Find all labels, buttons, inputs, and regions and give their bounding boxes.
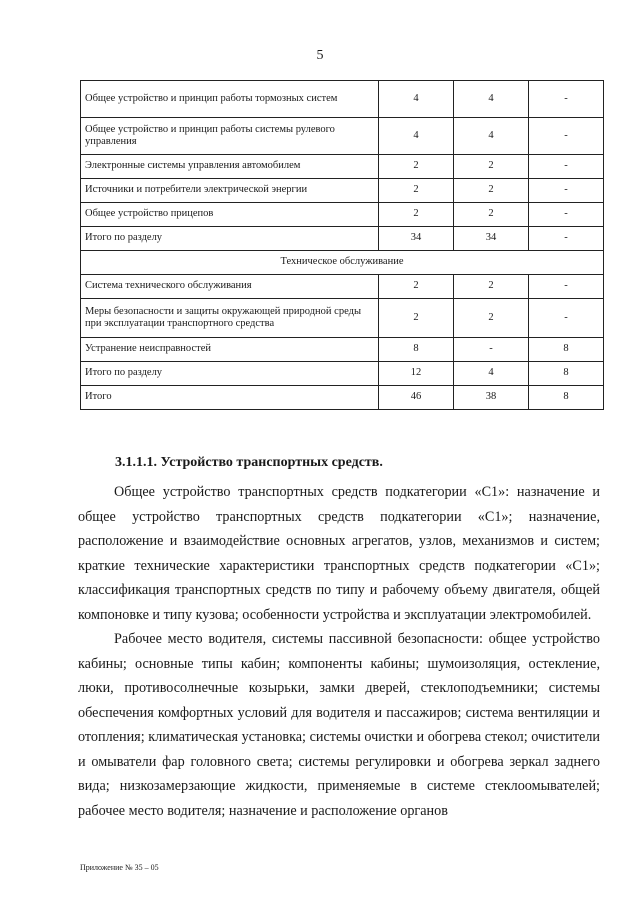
table-row	[81, 299, 604, 338]
hours-practice-cell: -	[529, 179, 604, 203]
table-row	[81, 386, 604, 410]
topic-cell: Итого по разделу	[81, 227, 379, 251]
table-row	[81, 275, 604, 299]
table-section-row	[81, 251, 604, 275]
hours-theory-cell: 2	[454, 203, 529, 227]
topic-cell: Электронные системы управления автомобилем	[81, 155, 379, 179]
hours-total-cell: 46	[379, 386, 454, 410]
hours-total-cell: 2	[379, 299, 454, 338]
topic-cell: Общее устройство и принцип работы тормозных систем	[81, 81, 379, 118]
topic-cell: Устранение неисправностей	[81, 338, 379, 362]
curriculum-table	[80, 80, 604, 410]
hours-practice-cell: -	[529, 81, 604, 118]
hours-practice-cell: -	[529, 155, 604, 179]
hours-total-cell: 4	[379, 118, 454, 155]
hours-practice-cell: 8	[529, 338, 604, 362]
table-body	[81, 81, 604, 410]
hours-total-cell: 2	[379, 155, 454, 179]
hours-theory-cell: 4	[454, 81, 529, 118]
hours-total-cell: 34	[379, 227, 454, 251]
footer-note: Приложение № 35 – 05	[80, 863, 159, 872]
hours-theory-cell: 2	[454, 275, 529, 299]
hours-theory-cell: 2	[454, 179, 529, 203]
hours-total-cell: 2	[379, 275, 454, 299]
section-title-cell: Техническое обслуживание	[81, 251, 604, 275]
hours-practice-cell: -	[529, 275, 604, 299]
hours-practice-cell: -	[529, 227, 604, 251]
hours-practice-cell: -	[529, 203, 604, 227]
hours-total-cell: 12	[379, 362, 454, 386]
table-row	[81, 81, 604, 118]
paragraph-driver-workplace: Рабочее место водителя, системы пассивной безопасности: общее устройство кабины; основные типы кабин; компоненты кабины; шумоизоляция, остекление, люки, противосолнечные козырьки, замки дверей, стеклоподъемники; системы обеспечения комфортных условий для водителя и пассажиров; система вентиляции и отопления; климатическая установка; системы очистки и обогрева стекол; очистители и омыватели фар головного света; системы регулировки и обогрева зеркал заднего вида; низкозамерзающие жидкости, применяемые в системе стеклоомывателей; рабочее место водителя; назначение и расположение органов	[78, 631, 600, 819]
topic-cell: Общее устройство прицепов	[81, 203, 379, 227]
table-row	[81, 338, 604, 362]
table-row	[81, 118, 604, 155]
topic-cell: Меры безопасности и защиты окружающей природной среды при эксплуатации транспортного средства	[81, 299, 379, 338]
hours-practice-cell: -	[529, 118, 604, 155]
hours-practice-cell: 8	[529, 386, 604, 410]
table-row	[81, 179, 604, 203]
hours-theory-cell: 4	[454, 118, 529, 155]
topic-cell: Система технического обслуживания	[81, 275, 379, 299]
hours-theory-cell: 38	[454, 386, 529, 410]
table-row	[81, 362, 604, 386]
hours-theory-cell: 2	[454, 299, 529, 338]
paragraph-general-design: Общее устройство транспортных средств подкатегории «C1»: назначение и общее устройство транспортных средств подкатегории «C1»; назначение, расположение и взаимодействие основных агрегатов, узлов, механизмов и систем; краткие технические характеристики транспортных средств подкатегории «C1»; классификация транспортных средств по типу и рабочему объему двигателя, общей компоновке и типу кузова; особенности устройства и эксплуатации электромобилей.	[78, 484, 600, 623]
section-heading: 3.1.1.1. Устройство транспортных средств.	[115, 455, 383, 470]
topic-cell: Общее устройство и принцип работы системы рулевого управления	[81, 118, 379, 155]
hours-total-cell: 2	[379, 203, 454, 227]
table-row	[81, 227, 604, 251]
hours-total-cell: 4	[379, 81, 454, 118]
topic-cell: Итого по разделу	[81, 362, 379, 386]
topic-cell: Источники и потребители электрической энергии	[81, 179, 379, 203]
hours-practice-cell: 8	[529, 362, 604, 386]
table-row	[81, 155, 604, 179]
hours-total-cell: 2	[379, 179, 454, 203]
hours-theory-cell: 4	[454, 362, 529, 386]
topic-cell: Итого	[81, 386, 379, 410]
hours-theory-cell: 2	[454, 155, 529, 179]
table-row	[81, 203, 604, 227]
hours-practice-cell: -	[529, 299, 604, 338]
hours-total-cell: 8	[379, 338, 454, 362]
page-number: 5	[316, 48, 324, 63]
hours-theory-cell: 34	[454, 227, 529, 251]
hours-theory-cell: -	[454, 338, 529, 362]
